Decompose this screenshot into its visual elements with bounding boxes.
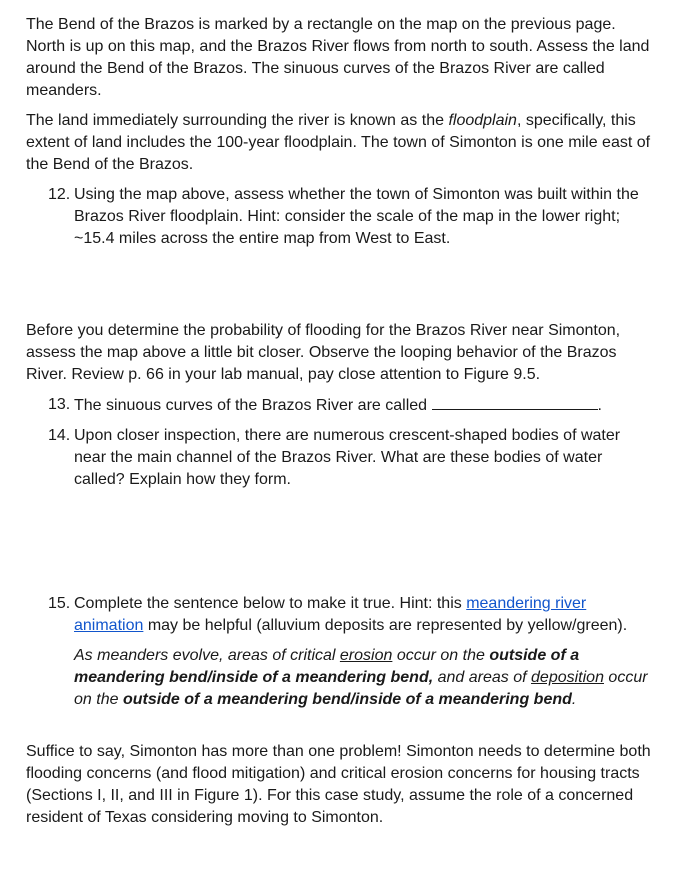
sentence-part-3: and areas of <box>433 669 532 686</box>
floodplain-term: floodplain <box>448 112 517 129</box>
question-13-blank[interactable] <box>432 394 598 410</box>
question-15-text-after: may be helpful (alluvium deposits are represented by yellow/green). <box>143 617 628 634</box>
erosion-choice: outside of a meandering bend/inside of a meandering bend, <box>74 647 580 686</box>
erosion-term: erosion <box>339 647 393 664</box>
question-15 <box>26 593 656 711</box>
sentence-part-1: As meanders evolve, areas of critical <box>74 647 340 664</box>
answer-space-14 <box>26 499 656 593</box>
deposition-choice: outside of a meandering bend/inside of a meandering bend <box>122 691 572 708</box>
question-14 <box>26 425 656 491</box>
floodplain-text-after: , specifically, this extent of land includes the 100-year floodplain. The town of Simonton is one mile east of the Bend of the Brazos. <box>26 112 651 173</box>
sentence-part-4: occur on the <box>74 669 648 708</box>
question-15-text-before: Complete the sentence below to make it true. Hint: this <box>74 595 467 612</box>
question-15-sentence <box>74 645 656 711</box>
sentence-part-5: . <box>571 691 577 708</box>
question-13 <box>26 394 656 417</box>
intro-paragraph: The Bend of the Brazos is marked by a rectangle on the map on the previous page. North is up on this map, and the Brazos River flows from north to south. Assess the land around the Bend of the Brazos. The sinuous curves of the Brazos River are called meanders. <box>26 16 650 99</box>
before-paragraph: Before you determine the probability of flooding for the Brazos River near Simonton, assess the map above a little bit closer. Observe the looping behavior of the Brazos River. Review p. 66 in your lab manual, pay close attention to Figure 9.5. <box>26 322 621 383</box>
question-13-end: . <box>597 397 602 414</box>
question-12 <box>26 184 656 250</box>
sentence-part-2: occur on the <box>392 647 490 664</box>
answer-space-12 <box>26 258 656 320</box>
question-12-number: 12. <box>48 186 71 203</box>
question-13-number: 13. <box>48 396 71 413</box>
floodplain-text-before: The land immediately surrounding the river is known as the <box>26 112 449 129</box>
question-14-text: Upon closer inspection, there are numerous crescent-shaped bodies of water near the main channel of the Brazos River. What are these bodies of water called? Explain how they form. <box>74 427 621 488</box>
question-13-text: The sinuous curves of the Brazos River are called <box>74 397 432 414</box>
question-12-text: Using the map above, assess whether the town of Simonton was built within the Brazos River floodplain. Hint: consider the scale of the map in the lower right; ~15.4 miles across the entire map from West to East. <box>74 186 639 247</box>
question-14-number: 14. <box>48 427 71 444</box>
question-15-number: 15. <box>48 595 71 612</box>
deposition-term: deposition <box>531 669 604 686</box>
meandering-river-animation-link[interactable]: meandering river animation <box>74 595 587 634</box>
closing-paragraph: Suffice to say, Simonton has more than one problem! Simonton needs to determine both flooding concerns (and flood mitigation) and critical erosion concerns for housing tracts (Sections I, II, and III in Figure 1). For this case study, assume the role of a concerned resident of Texas considering moving to Simonton. <box>26 743 651 826</box>
answer-space-15 <box>26 719 656 741</box>
floodplain-paragraph <box>26 110 656 176</box>
